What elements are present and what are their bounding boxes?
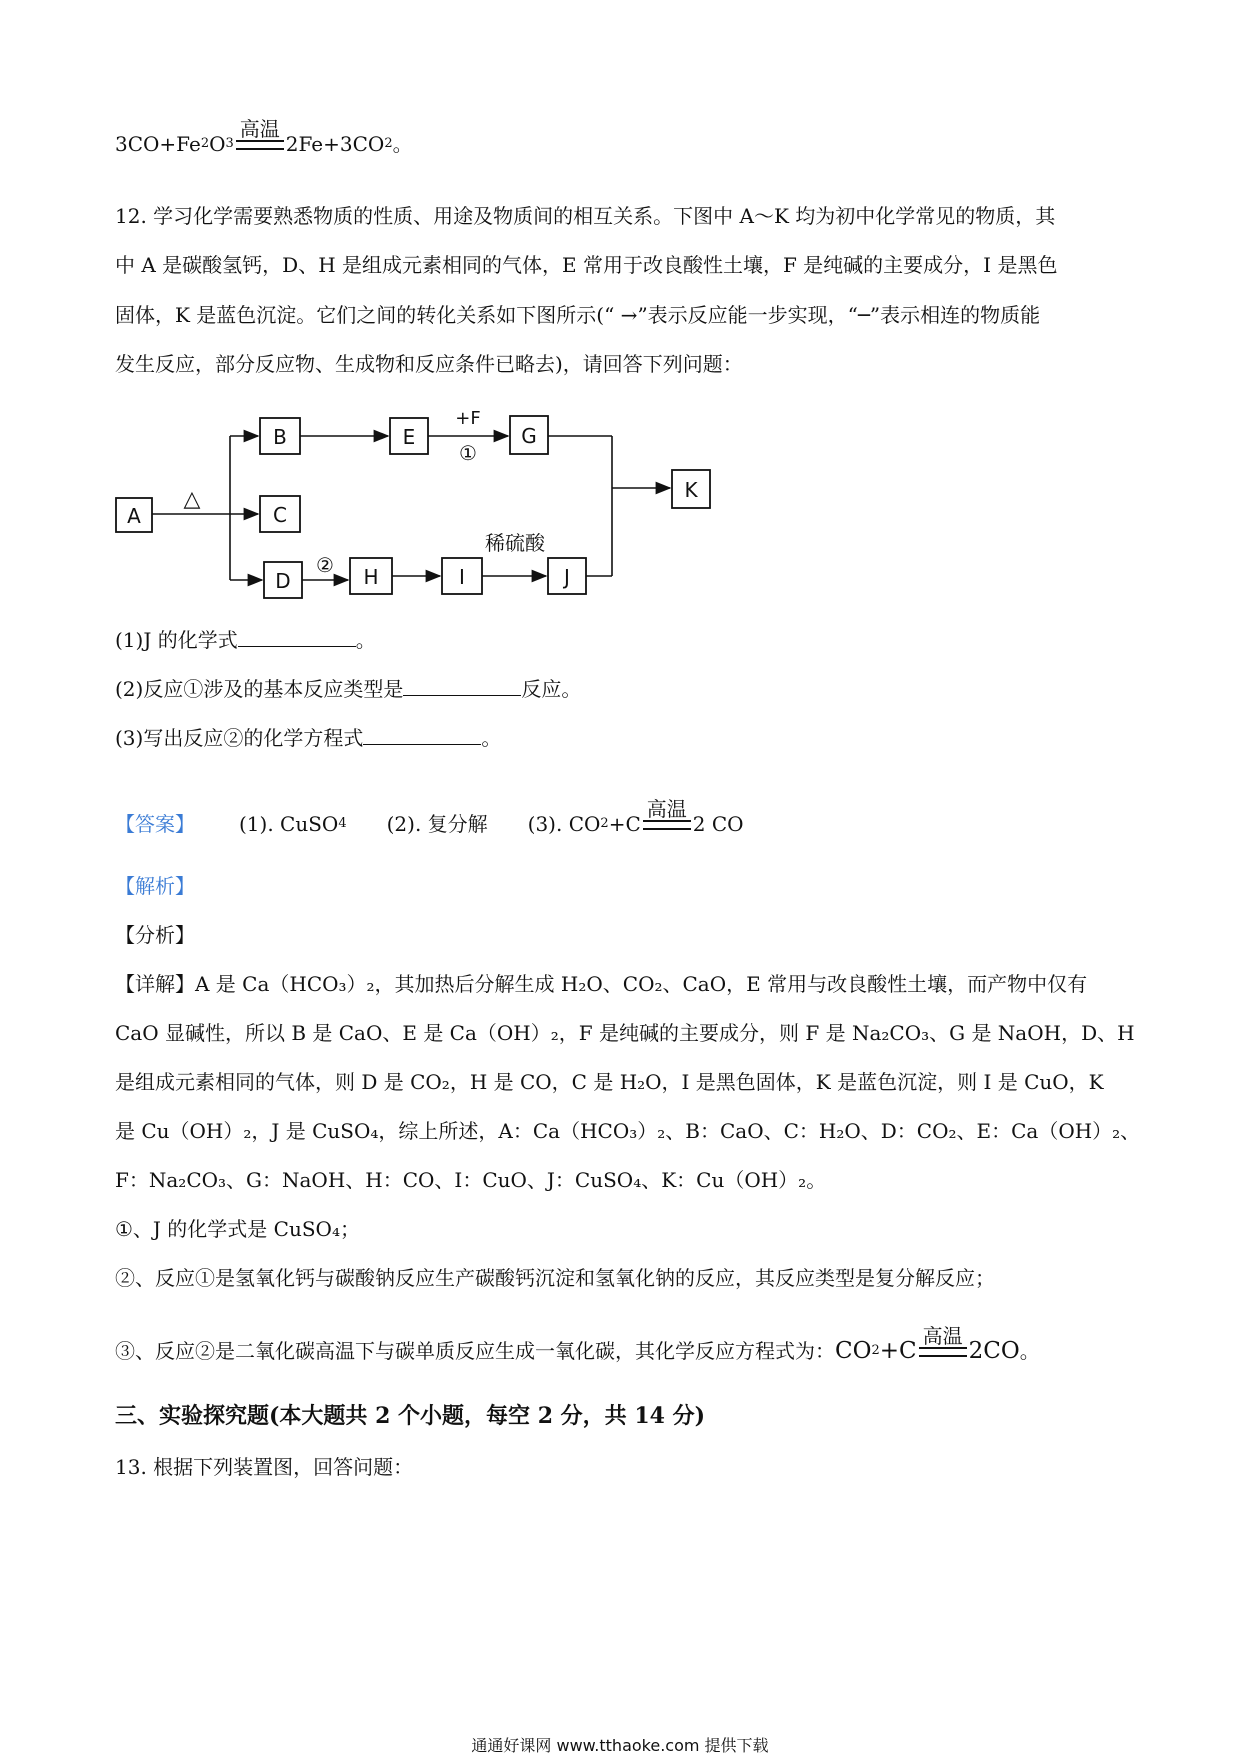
fenxi-tag: 【分析】 (115, 923, 195, 947)
node-I-label: I (459, 565, 465, 589)
point-3-reaction-condition: 高温 (919, 1325, 967, 1365)
node-G-label: G (521, 424, 537, 448)
answer-line: 【答案】 (1). CuSO 4 (2). 复分解 (3). CO 2 +C 高温 2 CO (115, 797, 744, 836)
detail-line-1: 【详解】A 是 Ca（HCO₃）₂，其加热后分解生成 H₂O、CO₂、CaO，E 常用与改良酸性土壤，而产物中仅有 (115, 972, 1088, 996)
detail-line-3: 是组成元素相同的气体，则 D 是 CO₂，H 是 CO，C 是 H₂O，I 是黑色固体，K 是蓝色沉淀，则 I 是 CuO，K (115, 1070, 1104, 1094)
node-B-label: B (273, 425, 287, 449)
point-1: ①、J 的化学式是 CuSO₄； (115, 1217, 360, 1241)
node-H-label: H (363, 565, 379, 589)
point-3: ③、反应②是二氧化碳高温下与碳单质反应生成一氧化碳，其化学反应方程式为： CO 2 +C 高温 2CO 。 (115, 1324, 1040, 1364)
analysis-tag: 【解析】 (115, 874, 195, 898)
point-2: ②、反应①是氢氧化钙与碳酸钠反应生产碳酸钙沉淀和氢氧化钠的反应，其反应类型是复分解反应； (115, 1266, 995, 1290)
label-circle-two: ② (316, 553, 334, 577)
label-dilute-sulfuric-acid: 稀硫酸 (485, 531, 545, 555)
answer-blank-3 (363, 726, 481, 745)
question-12-line-3: 固体，K 是蓝色沉淀。它们之间的转化关系如下图所示(“ →”表示反应能一步实现，“─”表示相连的物质能 (115, 303, 1041, 327)
node-D-label: D (275, 569, 291, 593)
question-13: 13. 根据下列装置图，回答问题： (115, 1455, 414, 1479)
label-plus-f: +F (455, 408, 481, 429)
top-equation: 3CO+Fe 2 O 3 高温 2Fe+3CO 2 。 (115, 117, 413, 156)
reaction-condition: 高温 (236, 118, 284, 158)
node-A-label: A (127, 504, 141, 528)
node-E-label: E (402, 425, 416, 449)
label-circle-one: ① (459, 441, 477, 465)
footer: 通通好课网 www.tthaoke.com 提供下载 (471, 1736, 769, 1755)
question-12-line-1: 12. 学习化学需要熟悉物质的性质、用途及物质间的相互关系。下图中 A～K 均为初中化学常见的物质，其 (115, 204, 1056, 228)
answer-reaction-condition: 高温 (643, 798, 691, 838)
detail-line-5: F：Na₂CO₃、G：NaOH、H：CO、I：CuO、J：CuSO₄、K：Cu（OH）₂。 (115, 1168, 827, 1192)
detail-line-4: 是 Cu（OH）₂，J 是 CuSO₄，综上所述，A：Ca（HCO₃）₂、B：CaO、C：H₂O、D：CO₂、E：Ca（OH）₂、 (115, 1119, 1141, 1143)
detail-line-2: CaO 显碱性，所以 B 是 CaO、E 是 Ca（OH）₂，F 是纯碱的主要成分，则 F 是 Na₂CO₃、G 是 NaOH，D、H (115, 1021, 1135, 1045)
subquestion-3: (3)写出反应②的化学方程式 。 (115, 726, 502, 750)
node-K-label: K (684, 478, 698, 502)
answer-blank-2 (403, 677, 521, 696)
answer-blank-1 (238, 628, 356, 647)
question-12-line-4: 发生反应，部分反应物、生成物和反应条件已略去)，请回答下列问题： (115, 352, 743, 376)
subquestion-2: (2)反应①涉及的基本反应类型是 反应。 (115, 677, 582, 701)
node-C-label: C (273, 503, 287, 527)
reaction-diagram (110, 402, 730, 612)
label-delta: △ (183, 487, 201, 512)
node-J-label: J (564, 565, 570, 589)
answer-tag: 【答案】 (115, 812, 195, 836)
subquestion-1: (1)J 的化学式 。 (115, 628, 376, 652)
section-3-title: 三、实验探究题(本大题共 2 个小题，每空 2 分，共 14 分) (115, 1403, 706, 1429)
question-12-line-2: 中 A 是碳酸氢钙，D、H 是组成元素相同的气体，E 常用于改良酸性土壤，F 是纯碱的主要成分，I 是黑色 (115, 253, 1058, 277)
